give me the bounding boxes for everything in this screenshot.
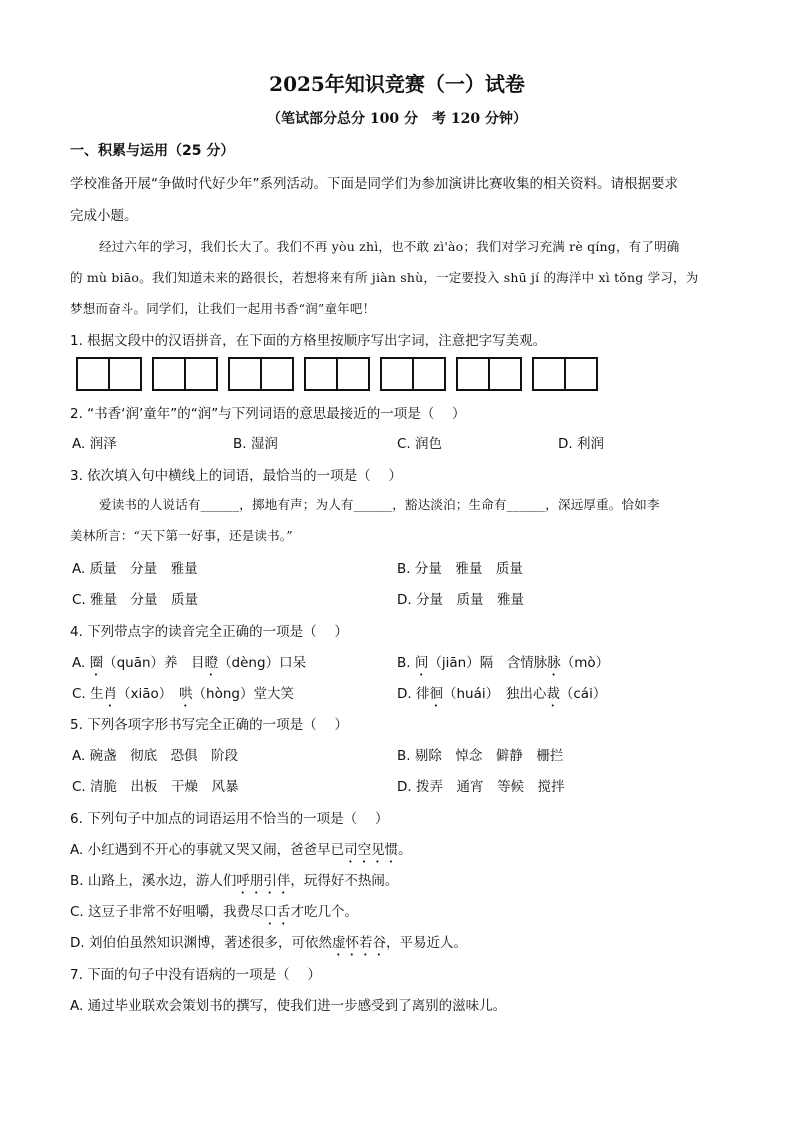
q4-c-prefix: C. 生 xyxy=(72,686,104,702)
answer-box-2[interactable] xyxy=(152,357,218,391)
answer-box-6[interactable] xyxy=(456,357,522,391)
q3-text-line-1: 爱读书的人说话有______，掷地有声；为人有______，豁达淡泊；生命有______，深远厚重。恰如李 xyxy=(99,497,660,512)
answer-box-4[interactable] xyxy=(304,357,370,391)
q4-option-d[interactable] xyxy=(397,682,606,710)
question-2-stem: 2. “书香‘润’童年”的“润”与下列词语的意思最接近的一项是（ ） xyxy=(70,406,466,422)
answer-box-row xyxy=(76,357,598,391)
question-1-stem: 1. 根据文段中的汉语拼音，在下面的方格里按顺序写出字词，注意把字写美观。 xyxy=(70,333,547,349)
q3-option-c[interactable]: C. 雅量 分量 质量 xyxy=(72,592,199,608)
intro-line-1: 学校准备开展“争做时代好少年”系列活动。下面是同学们为参加演讲比赛收集的相关资料。请根据要求 xyxy=(70,176,678,192)
question-6-stem: 6. 下列句子中加点的词语运用不恰当的一项是（ ） xyxy=(70,811,389,827)
q6-option-c[interactable] xyxy=(70,900,734,928)
q4-a-text-1: （quān）养 目 xyxy=(103,655,205,671)
answer-box-3[interactable] xyxy=(228,357,294,391)
question-3-stem: 3. 依次填入句中横线上的词语，最恰当的一项是（ ） xyxy=(70,468,402,484)
question-4-stem: 4. 下列带点字的读音完全正确的一项是（ ） xyxy=(70,624,348,640)
q6-c-text-pre: C. 这豆子非常不好咀嚼，我费尽 xyxy=(70,904,264,920)
q4-a-prefix: A. xyxy=(72,655,90,671)
q6-option-a[interactable] xyxy=(70,838,734,866)
q4-b-text-1: （jiān）隔 含情脉 xyxy=(428,655,548,671)
q4-d-dotted-1: 徊 xyxy=(429,686,443,702)
q5-option-b[interactable]: B. 剔除 悼念 僻静 栅拦 xyxy=(397,748,564,764)
question-5-stem: 5. 下列各项字形书写完全正确的一项是（ ） xyxy=(70,717,348,733)
q2-option-d[interactable]: D. 利润 xyxy=(558,436,604,452)
q7-option-a[interactable]: A. 通过毕业联欢会策划书的撰写，使我们进一步感受到了离别的滋味儿。 xyxy=(70,998,507,1014)
q4-option-b[interactable] xyxy=(397,651,609,679)
answer-box-7[interactable] xyxy=(532,357,598,391)
q3-text-line-2: 美林所言：“天下第一好事，还是读书。” xyxy=(70,528,293,543)
q6-c-text-post: 才吃几个。 xyxy=(290,904,359,920)
q3-option-a[interactable]: A. 质量 分量 雅量 xyxy=(72,561,198,577)
q4-c-text-1: （xiāo） xyxy=(117,686,180,702)
q6-c-dotted: 口舌 xyxy=(263,904,291,920)
q6-b-text-post: ，玩得好不热闹。 xyxy=(290,873,399,889)
q6-d-text-pre: D. 刘伯伯虽然知识渊博，著述很多，可依然 xyxy=(70,935,332,951)
answer-box-1[interactable] xyxy=(76,357,142,391)
q6-d-text-post: ，平易近人。 xyxy=(385,935,467,951)
q4-a-dotted-2: 瞪 xyxy=(204,655,219,671)
q4-option-c[interactable] xyxy=(72,682,294,710)
q4-c-dotted-2: 哄 xyxy=(179,686,193,702)
exam-subtitle: （笔试部分总分 100 分 考 120 分钟） xyxy=(267,111,527,127)
q5-option-a[interactable]: A. 碗盏 彻底 恐俱 阶段 xyxy=(72,748,239,764)
q4-d-text-1: （huái） 独出心 xyxy=(442,686,547,702)
q4-a-text-2: （dèng）口呆 xyxy=(218,655,307,671)
passage-line-3: 梦想而奋斗。同学们，让我们一起用书香“润”童年吧！ xyxy=(70,301,376,316)
q4-c-dotted-1: 肖 xyxy=(103,686,118,702)
q6-b-dotted: 呼朋引伴 xyxy=(236,873,291,889)
q4-a-dotted-1: 圈 xyxy=(89,655,104,671)
q3-option-b[interactable]: B. 分量 雅量 质量 xyxy=(397,561,523,577)
q2-option-b[interactable]: B. 湿润 xyxy=(233,436,278,452)
passage-line-1: 经过六年的学习，我们长大了。我们不再 yòu zhì，也不敢 zì'ào；我们对学习充满 rè qíng，有了明确 xyxy=(99,239,680,254)
q4-b-prefix: B. xyxy=(397,655,415,671)
q2-option-a[interactable]: A. 润泽 xyxy=(72,436,117,452)
q5-option-c[interactable]: C. 清脆 出板 干燥 风暴 xyxy=(72,779,239,795)
q6-a-text-post: 。 xyxy=(398,842,412,858)
q4-c-text-2: （hòng）堂大笑 xyxy=(192,686,294,702)
q4-b-dotted-2: 脉 xyxy=(547,655,561,671)
q6-option-b[interactable] xyxy=(70,869,734,897)
q3-option-d[interactable]: D. 分量 质量 雅量 xyxy=(397,592,524,608)
exam-title: 2025年知识竞赛（一）试卷 xyxy=(269,72,525,96)
q5-option-d[interactable]: D. 拨弄 通宵 等候 搅拌 xyxy=(397,779,565,795)
question-7-stem: 7. 下面的句子中没有语病的一项是（ ） xyxy=(70,967,321,983)
q4-d-dotted-2: 裁 xyxy=(546,686,560,702)
passage-line-2: 的 mù biāo。我们知道未来的路很长，若想将来有所 jiàn shù，一定要投入 shū jí 的海洋中 xì tǒng 学习，为 xyxy=(70,270,699,285)
q6-b-text-pre: B. 山路上，溪水边，游人们 xyxy=(70,873,237,889)
q6-d-dotted: 虚怀若谷 xyxy=(331,935,386,951)
intro-line-2: 完成小题。 xyxy=(70,208,138,224)
q4-b-dotted-1: 间 xyxy=(414,655,429,671)
q6-option-d[interactable] xyxy=(70,931,734,959)
section-heading-1: 一、积累与运用（25 分） xyxy=(70,143,235,159)
q2-option-c[interactable]: C. 润色 xyxy=(397,436,443,452)
q6-a-text-pre: A. 小红遇到不开心的事就又哭又闹，爸爸早已 xyxy=(70,842,345,858)
q4-d-text-2: （cái） xyxy=(559,686,607,702)
q4-b-text-2: （mò） xyxy=(560,655,610,671)
q6-a-dotted: 司空见惯 xyxy=(344,842,399,858)
q4-d-prefix: D. 徘 xyxy=(397,686,430,702)
q4-option-a[interactable] xyxy=(72,651,306,679)
answer-box-5[interactable] xyxy=(380,357,446,391)
